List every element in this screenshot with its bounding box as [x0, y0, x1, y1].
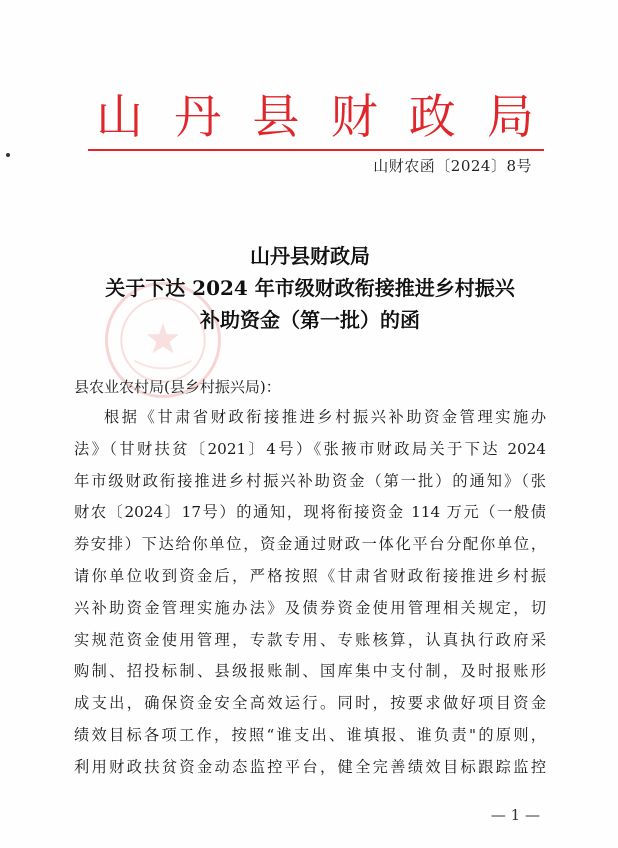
- salutation: 县农业农村局(县乡村振兴局)：: [74, 378, 281, 396]
- letterhead-red-rule: [88, 149, 544, 151]
- body-text: [74, 402, 546, 784]
- title-line-3: 补助资金（第一批）的函: [200, 308, 420, 332]
- page-number: — 1 —: [490, 806, 540, 824]
- body-line: 购制、招投标制、县级报账制、国库集中支付制，及时报账形: [74, 662, 546, 681]
- body-line: 利用财政扶贫资金动态监控平台，健全完善绩效目标跟踪监控: [74, 757, 546, 776]
- body-line: 成支出，确保资金安全高效运行。同时，按要求做好项目资金: [74, 694, 546, 713]
- body-line: 法》（甘财扶贫〔2021〕4号）《张掖市财政局关于下达 2024: [74, 439, 546, 458]
- body-line: 券安排）下达给你单位，资金通过财政一体化平台分配你单位，: [74, 535, 546, 554]
- body-line: 根据《甘肃省财政衔接推进乡村振兴补助资金管理实施办: [104, 408, 546, 426]
- body-line: 财农〔2024〕17号）的通知，现将衔接资金 114 万元（一般债: [74, 503, 546, 522]
- letterhead-org-name: 山丹县财政局: [96, 90, 546, 145]
- body-line: 兴补助资金管理实施办法》及债券资金使用管理相关规定，切: [74, 598, 546, 617]
- title-line-2: 关于下达 2024 年市级财政衔接推进乡村振兴: [105, 276, 515, 300]
- body-line: 年市级财政衔接推进乡村振兴补助资金（第一批）的通知》（张: [74, 471, 546, 490]
- body-line: 请你单位收到资金后，严格按照《甘肃省财政衔接推进乡村振: [74, 566, 546, 585]
- body-line: 绩效目标各项工作，按照“谁支出、谁填报、谁负责"的原则，: [74, 725, 546, 744]
- body-line: 实规范资金使用管理，专款专用、专账核算，认真执行政府采: [74, 630, 546, 649]
- document-number: 山财农函〔2024〕8号: [373, 157, 532, 175]
- document-title: [60, 240, 560, 336]
- title-line-1: 山丹县财政局: [250, 244, 370, 268]
- binding-mark: [6, 153, 10, 157]
